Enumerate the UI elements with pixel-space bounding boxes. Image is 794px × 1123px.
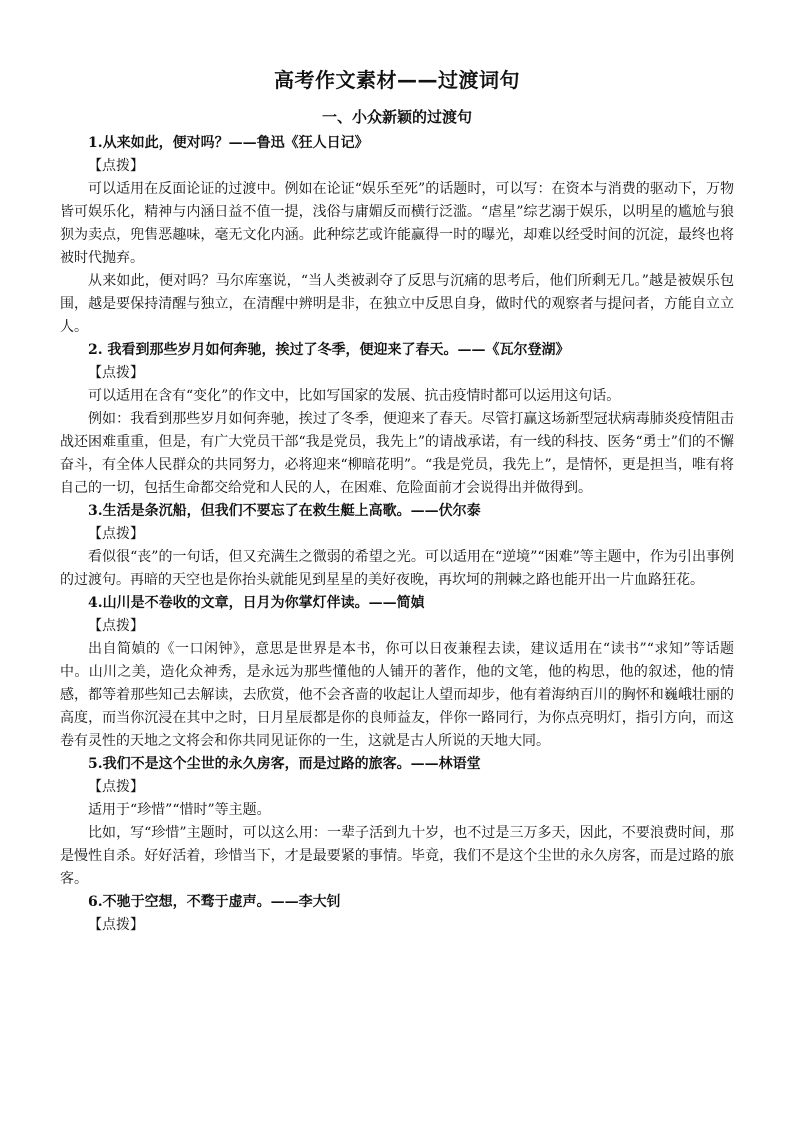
item-heading: 5.我们不是这个尘世的永久房客，而是过路的旅客。——林语堂 xyxy=(88,756,481,772)
item-4 xyxy=(60,592,734,753)
page-title: 高考作文素材——过渡词句 xyxy=(274,68,520,92)
item-heading: 6.不驰于空想，不骛于虚声。——李大钊 xyxy=(88,894,341,910)
item-paragraph: 可以适用在含有“变化”的作文中，比如写国家的发展、抗击疫情时都可以运用这句话。 xyxy=(88,388,621,404)
dianbo-tag: 【点拨】 xyxy=(88,618,144,634)
item-1 xyxy=(60,132,734,339)
item-heading: 1.从来如此，便对吗？——鲁迅《狂人日记》 xyxy=(88,135,369,151)
item-paragraph: 可以适用在反面论证的过渡中。例如在论证“娱乐至死”的话题时，可以写：在资本与消费的驱动下，万物皆可娱乐化，精神与内涵日益不值一提，浅俗与庸媚反而横行泛滥。“虐星”综艺溺于娱乐，以明星的尴尬与狼狈为卖点，兜售恶趣味，毫无文化内涵。此种综艺或许能赢得一时的曝光，却难以经受时间的沉淀，最终也将被时代抛弃。 xyxy=(60,181,734,266)
item-paragraph: 从来如此，便对吗？马尔库塞说，“当人类被剥夺了反思与沉痛的思考后，他们所剩无几。”越是被娱乐包围，越是要保持清醒与独立，在清醒中辨明是非，在独立中反思自身，做时代的观察者与提问者，方能自立立人。 xyxy=(60,273,734,335)
dianbo-tag: 【点拨】 xyxy=(88,526,144,542)
dianbo-tag: 【点拨】 xyxy=(88,158,144,174)
dianbo-tag: 【点拨】 xyxy=(88,779,144,795)
item-paragraph: 比如，写“珍惜”主题时，可以这么用：一辈子活到九十岁，也不过是三万多天，因此，不要浪费时间，那是慢性自杀。好好活着，珍惜当下，才是最要紧的事情。毕竟，我们不是这个尘世的永久房客，而是过路的旅客。 xyxy=(60,825,734,887)
item-5 xyxy=(60,753,734,891)
item-6 xyxy=(60,891,734,937)
dianbo-tag: 【点拨】 xyxy=(88,917,144,933)
section-heading: 一、小众新颖的过渡句 xyxy=(321,108,472,126)
item-3 xyxy=(60,500,734,592)
item-heading: 4.山川是不卷收的文章，日月为你掌灯伴读。——简媜 xyxy=(88,595,425,611)
item-2 xyxy=(60,339,734,500)
item-paragraph: 出自简媜的《一口闲钟》，意思是世界是本书，你可以日夜兼程去读，建议适用在“读书”“求知”等话题中。山川之美，造化众神秀，是永远为那些懂他的人铺开的著作，他的文笔，他的构思，他的叙述，他的情感，都等着那些知己去解读，去欣赏，他不会吝啬的收起让人望而却步，他有着海纳百川的胸怀和巍峨壮丽的高度，而当你沉浸在其中之时，日月星辰都是你的良师益友，伴你一路同行，为你点亮明灯，指引方向，而这卷有灵性的天地之文将会和你共同见证你的一生，这就是古人所说的天地大同。 xyxy=(60,641,734,749)
item-paragraph: 例如：我看到那些岁月如何奔驰，挨过了冬季，便迎来了春天。尽管打赢这场新型冠状病毒肺炎疫情阻击战还困难重重，但是，有广大党员干部“我是党员，我先上”的请战承诺，有一线的科技、医务“勇士”们的不懈奋斗，有全体人民群众的共同努力，必将迎来“柳暗花明”。“我是党员，我先上”，是情怀，更是担当，唯有将自己的一切，包括生命都交给党和人民的人，在困难、危险面前才会说得出并做得到。 xyxy=(60,411,734,496)
item-heading: 3.生活是条沉船，但我们不要忘了在救生艇上高歌。——伏尔泰 xyxy=(88,503,481,519)
item-heading: 2. 我看到那些岁月如何奔驰，挨过了冬季，便迎来了春天。——《瓦尔登湖》 xyxy=(88,342,570,358)
item-paragraph: 看似很“丧”的一句话，但又充满生之微弱的希望之光。可以适用在“逆境”“困难”等主题中，作为引出事例的过渡句。再暗的天空也是你抬头就能见到星星的美好夜晚，再坎坷的荆棘之路也能开出一片血路狂花。 xyxy=(60,549,734,588)
dianbo-tag: 【点拨】 xyxy=(88,365,144,381)
item-paragraph: 适用于“珍惜”“惜时”等主题。 xyxy=(88,802,271,818)
